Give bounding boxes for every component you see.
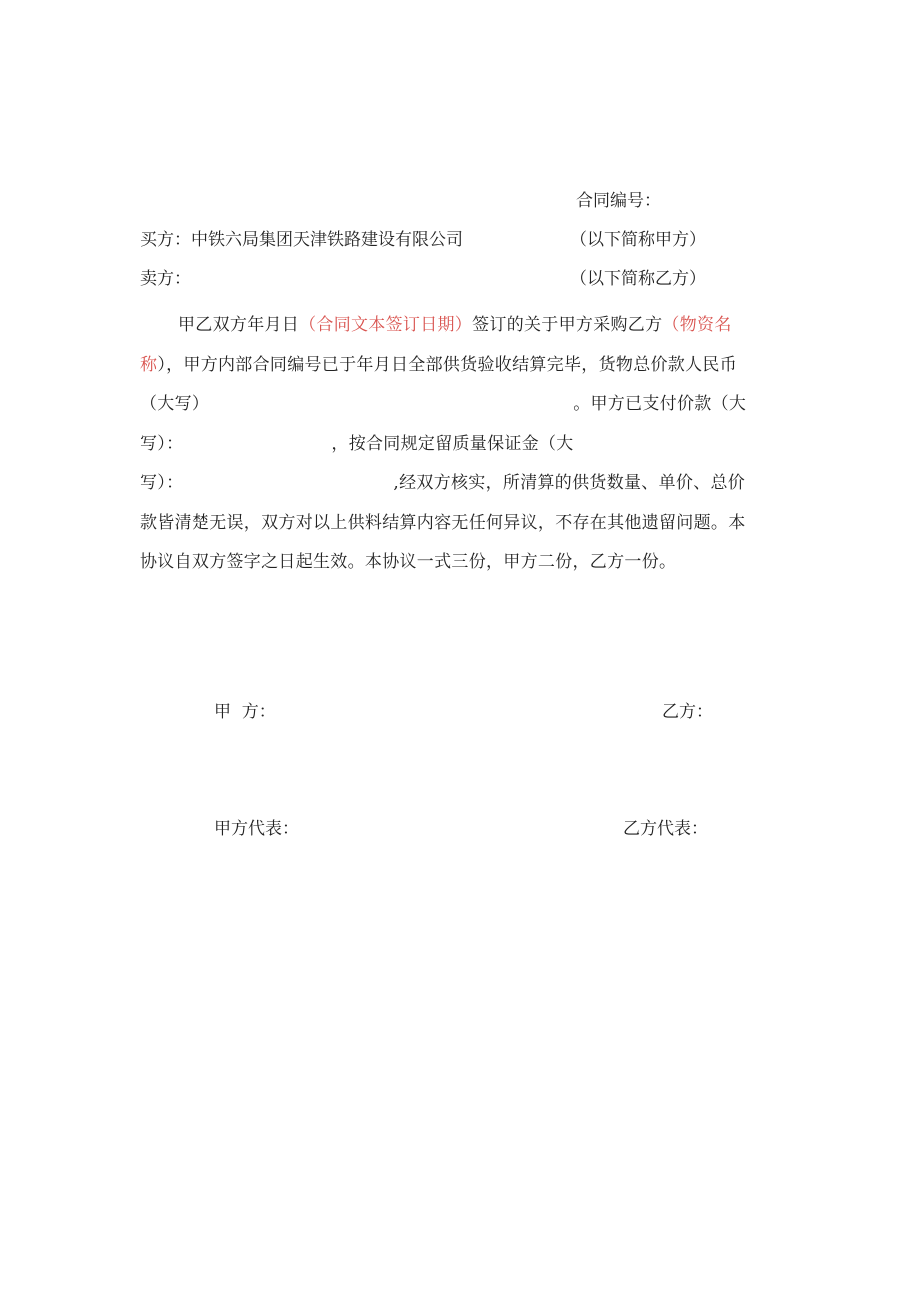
signing-date-placeholder: （合同文本签订日期） [299, 315, 473, 335]
seller-alias: （以下简称乙方） [570, 269, 706, 289]
party-a-signature-label: 甲 方： [214, 702, 276, 722]
material-name-placeholder: （物资名 [662, 315, 732, 335]
body-line-5: 写）： ,经双方核实，所清算的供货数量、单价、总价 [140, 473, 746, 493]
body-line-7: 协议自双方签字之日起生效。本协议一式三份，甲方二份，乙方一份。 [140, 552, 677, 572]
buyer-row [140, 230, 463, 250]
buyer-alias: （以下简称甲方） [570, 230, 706, 250]
body-line-2: 称），甲方内部合同编号已于年月日全部供货验收结算完毕，货物总价款人民币 [140, 354, 738, 375]
material-name-placeholder-end: 称 [140, 354, 158, 375]
body-line-3: （大写） 。甲方已支付价款（大 [140, 394, 747, 414]
buyer-name: 中铁六局集团天津铁路建设有限公司 [191, 230, 463, 250]
agreement-body [140, 306, 785, 583]
body-line-6: 款皆清楚无误，双方对以上供料结算内容无任何异议，不存在其他遗留问题。本 [140, 512, 746, 533]
party-a-rep-label: 甲方代表： [214, 819, 299, 839]
party-b-rep-label: 乙方代表： [623, 819, 708, 839]
body-line-4: 写）： ，按合同规定留质量保证金（大 [140, 433, 574, 454]
buyer-label: 买方： [140, 230, 191, 250]
party-b-signature-label: 乙方： [662, 702, 713, 722]
body-line-1: 甲乙双方年月日（合同文本签订日期）签订的关于甲方采购乙方（物资名 [178, 315, 732, 335]
seller-label: 卖方： [140, 269, 191, 289]
contract-number-label: 合同编号： [576, 191, 661, 211]
